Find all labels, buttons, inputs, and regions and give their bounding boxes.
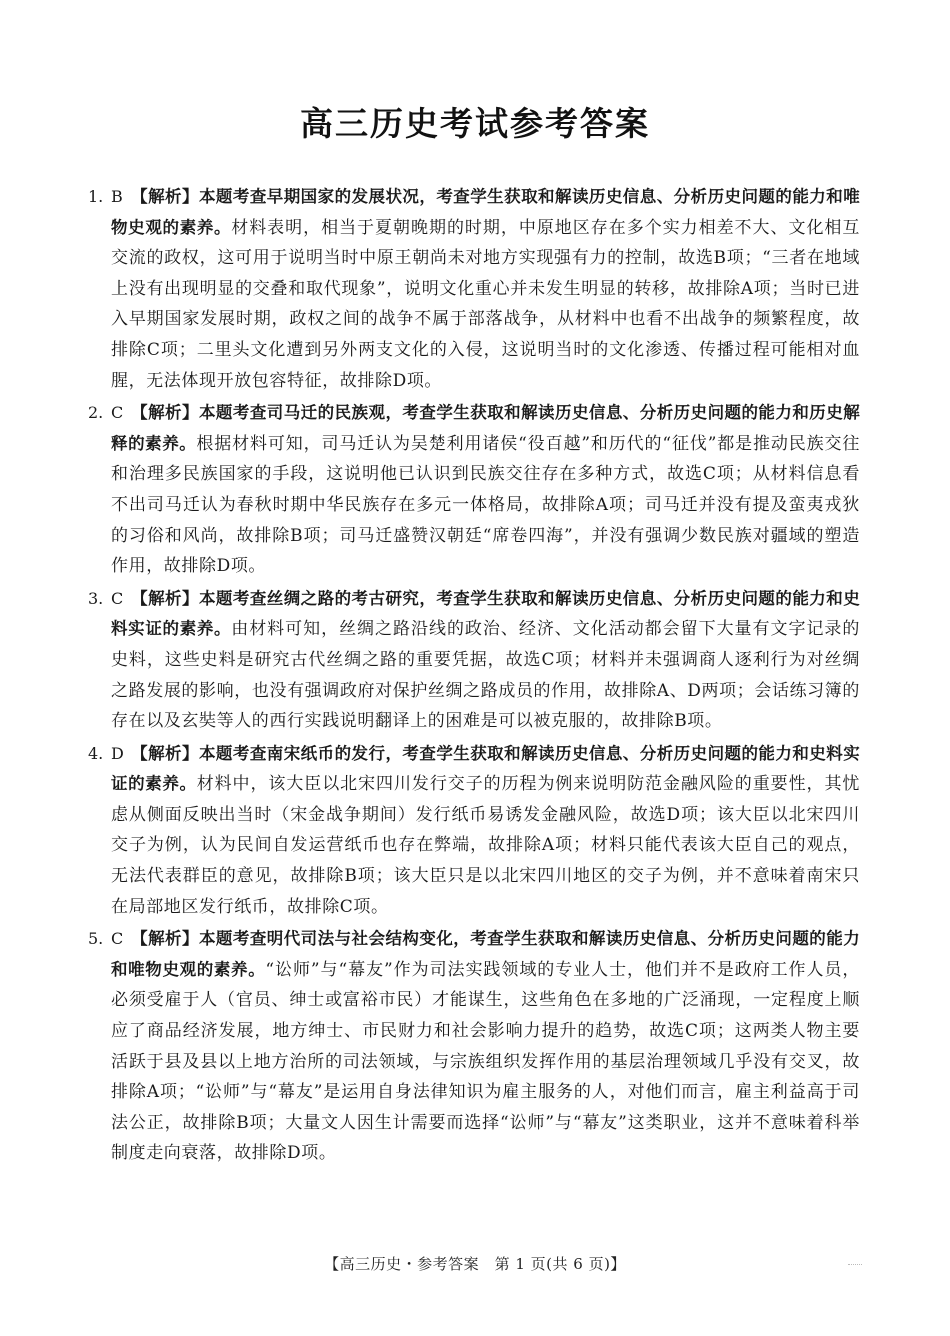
answer-analysis-body: 由材料可知，丝绸之路沿线的政治、经济、文化活动都会留下大量有文字记录的史料，这些史料是研究古代丝绸之路的重要凭据，故选C项；材料并未强调商人逐利行为对丝绸之路发展的影响，也没有强调政府对保护丝绸之路成员的作用，故排除A、D两项；会话练习簿的存在以及玄奘等人的西行实践说明翻译上的困难是可以被克服的，故排除B项。 bbox=[111, 619, 860, 732]
answer-analysis-body: 材料中，该大臣以北宋四川发行交子的历程为例来说明防范金融风险的重要性，其忧虑从侧面反映出当时（宋金战争期间）发行纸币易诱发金融风险，故选D项；该大臣以北宋四川交子为例，认为民间自发运营纸币也存在弊端，故排除A项；材料只能代表该大臣自己的观点，无法代表群臣的意见，故排除B项；该大臣只是以北宋四川地区的交子为例，并不意味着南宋只在局部地区发行纸币，故排除C项。 bbox=[111, 774, 860, 917]
page-title: 高三历史考试参考答案 bbox=[300, 104, 650, 143]
answer-number: 3. bbox=[88, 588, 104, 608]
answer-analysis-lead: 【解析】本题考查南宋纸币的发行，考查学生获取和解读历史信息、分析历史问题的能力和史料实证的素养。 bbox=[111, 743, 860, 794]
answer-choice: C bbox=[111, 403, 124, 423]
answer-item-2 bbox=[88, 398, 860, 582]
answer-item-4 bbox=[88, 739, 860, 923]
answer-item-5 bbox=[88, 924, 860, 1169]
answer-item-1 bbox=[88, 182, 860, 396]
answer-number: 4. bbox=[88, 743, 104, 763]
answer-choice: C bbox=[111, 929, 124, 949]
answer-analysis-body: “讼师”与“幕友”作为司法实践领域的专业人士，他们并不是政府工作人员，必须受雇于人（官员、绅士或富裕市民）才能谋生，这些角色在多地的广泛涌现，一定程度上顺应了商品经济发展，地方绅士、市民财力和社会影响力提升的趋势，故选C项；这两类人物主要活跃于县及县以上地方治所的司法领域，与宗族组织发挥作用的基层治理领域几乎没有交叉，故排除A项；“讼师”与“幕友”是运用自身法律知识为雇主服务的人，对他们而言，雇主利益高于司法公正，故排除B项；大量文人因生计需要而选择“讼师”与“幕友”这类职业，这并不意味着科举制度走向衰落，故排除D项。 bbox=[111, 959, 861, 1164]
answer-analysis-lead: 【解析】本题考查司马迁的民族观，考查学生获取和解读历史信息、分析历史问题的能力和历史解释的素养。 bbox=[111, 403, 860, 453]
answer-analysis-lead: 【解析】本题考查丝绸之路的考古研究，考查学生获取和解读历史信息、分析历史问题的能力和史料实证的素养。 bbox=[111, 588, 860, 639]
answer-number: 1. bbox=[88, 187, 104, 206]
answer-number: 5. bbox=[88, 929, 104, 949]
answer-list bbox=[88, 182, 860, 1171]
answer-analysis-lead: 【解析】本题考查早期国家的发展状况，考查学生获取和解读历史信息、分析历史问题的能力和唯物史观的素养。 bbox=[111, 187, 860, 237]
answer-item-3 bbox=[88, 584, 860, 737]
answer-choice: D bbox=[111, 743, 125, 763]
scan-mark bbox=[848, 1260, 862, 1265]
answer-analysis-body: 材料表明，相当于夏朝晚期的时期，中原地区存在多个实力相差不大、文化相互交流的政权，这可用于说明当时中原王朝尚未对地方实现强有力的控制，故选B项；“三者在地域上没有出现明显的交叠和取代现象”，说明文化重心并未发生明显的转移，故排除A项；当时已进入早期国家发展时期，政权之间的战争不属于部落战争，从材料中也看不出战争的频繁程度，故排除C项；二里头文化遭到另外两支文化的入侵，这说明当时的文化渗透、传播过程可能相对血腥，无法体现开放包容特征，故排除D项。 bbox=[111, 217, 860, 391]
answer-number: 2. bbox=[88, 403, 104, 423]
answer-choice: B bbox=[111, 187, 124, 206]
answer-analysis-body: 根据材料可知，司马迁认为吴楚利用诸侯“役百越”和历代的“征伐”都是推动民族交往和治理多民族国家的手段，这说明他已认识到民族交往存在多种方式，故选C项；从材料信息看不出司马迁认为春秋时期中华民族存在多元一体格局，故排除A项；司马迁并没有提及蛮夷戎狄的习俗和风尚，故排除B项；司马迁盛赞汉朝廷“席卷四海”，并没有强调少数民族对疆域的塑造作用，故排除D项。 bbox=[111, 433, 861, 577]
answer-analysis-lead: 【解析】本题考查明代司法与社会结构变化，考查学生获取和解读历史信息、分析历史问题的能力和唯物史观的素养。 bbox=[111, 929, 860, 979]
answer-choice: C bbox=[111, 588, 124, 608]
page-footer: 【高三历史・参考答案 第 1 页(共 6 页)】 bbox=[324, 1255, 626, 1273]
